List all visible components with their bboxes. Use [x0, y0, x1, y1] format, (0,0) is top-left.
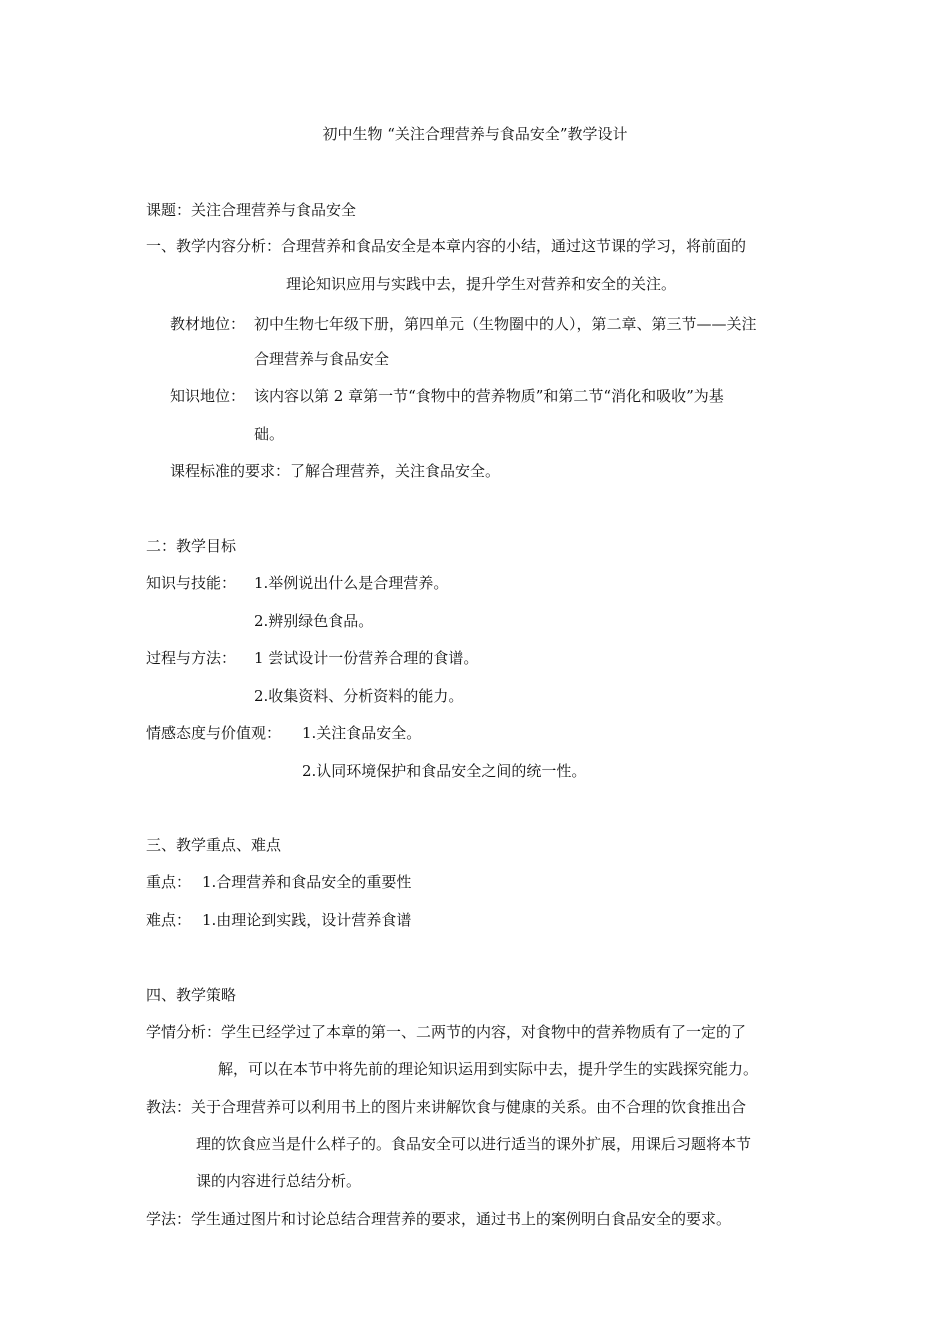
content-analysis-line-1: 一、教学内容分析：合理营养和食品安全是本章内容的小结，通过这节课的学习，将前面的 — [146, 237, 747, 255]
document-title: 初中生物 “关注合理营养与食品安全”教学设计 — [322, 125, 628, 143]
section2-heading: 二：教学目标 — [146, 537, 237, 555]
teaching-method-line-1: 教法：关于合理营养可以利用书上的图片来讲解饮食与健康的关系。由不合理的饮食推出合 — [146, 1098, 747, 1116]
key-point-label: 重点： — [146, 873, 192, 891]
process-item-2: 2.收集资料、分析资料的能力。 — [254, 687, 464, 705]
topic-line: 课题：关注合理营养与食品安全 — [146, 201, 357, 219]
difficult-point-label: 难点： — [146, 911, 192, 929]
textbook-position-line-2: 合理营养与食品安全 — [254, 350, 390, 368]
emotion-label: 情感态度与价值观： — [146, 724, 282, 742]
process-label: 过程与方法： — [146, 649, 237, 667]
emotion-item-2: 2.认同环境保护和食品安全之间的统一性。 — [302, 762, 587, 780]
content-analysis-line-2: 理论知识应用与实践中去，提升学生对营养和安全的关注。 — [286, 275, 677, 293]
teaching-method-line-3: 课的内容进行总结分析。 — [196, 1172, 362, 1190]
emotion-item-1: 1.关注食品安全。 — [302, 724, 422, 742]
teaching-method-line-2: 理的饮食应当是什么样子的。食品安全可以进行适当的课外扩展，用课后习题将本节 — [196, 1135, 752, 1153]
section3-heading: 三、教学重点、难点 — [146, 836, 282, 854]
knowledge-position-label: 知识地位： — [170, 387, 246, 405]
textbook-position-line-1: 初中生物七年级下册，第四单元（生物圈中的人），第二章、第三节——关注 — [254, 315, 757, 333]
curriculum-standard-line: 课程标准的要求：了解合理营养，关注食品安全。 — [170, 462, 501, 480]
key-point-item-1: 1.合理营养和食品安全的重要性 — [202, 873, 412, 891]
study-method-line: 学法：学生通过图片和讨论总结合理营养的要求，通过书上的案例明白食品安全的要求。 — [146, 1210, 732, 1228]
learning-analysis-line-1: 学情分析：学生已经学过了本章的第一、二两节的内容，对食物中的营养物质有了一定的了 — [146, 1023, 747, 1041]
learning-analysis-line-2: 解，可以在本节中将先前的理论知识运用到实际中去，提升学生的实践探究能力。 — [218, 1060, 759, 1078]
textbook-position-label: 教材地位： — [170, 315, 246, 333]
process-item-1: 1 尝试设计一份营养合理的食谱。 — [254, 649, 479, 667]
difficult-point-item-1: 1.由理论到实践，设计营养食谱 — [202, 911, 412, 929]
knowledge-position-line-2: 础。 — [254, 425, 285, 443]
knowledge-position-line-1: 该内容以第 2 章第一节“食物中的营养物质”和第二节“消化和吸收”为基 — [254, 387, 724, 405]
skills-label: 知识与技能： — [146, 574, 237, 592]
section4-heading: 四、教学策略 — [146, 986, 237, 1004]
skills-item-1: 1.举例说出什么是合理营养。 — [254, 574, 449, 592]
skills-item-2: 2.辨别绿色食品。 — [254, 612, 374, 630]
